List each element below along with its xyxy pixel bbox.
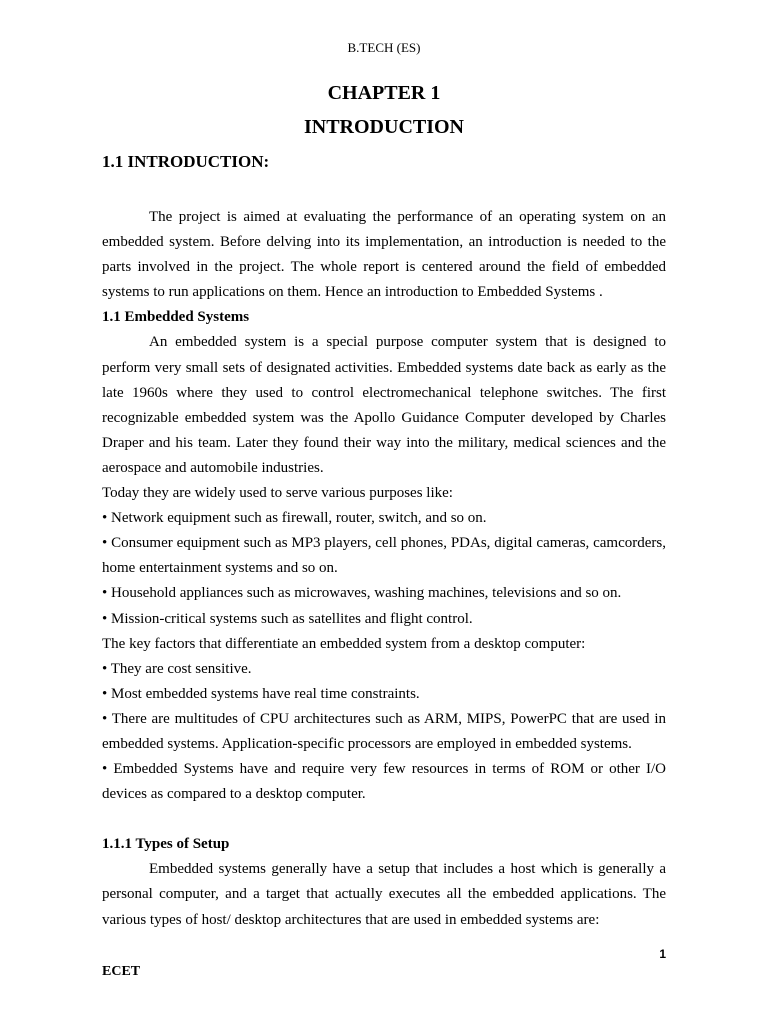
list-item: • Network equipment such as firewall, router, switch, and so on. xyxy=(102,510,487,527)
list-item: • Embedded Systems have and require very few resources in terms of ROM or other I/O devices as compared to a desktop computer. xyxy=(102,761,666,803)
factors-intro: The key factors that differentiate an embedded system from a desktop computer: xyxy=(102,635,586,652)
list-item: • Most embedded systems have real time constraints. xyxy=(102,685,420,702)
chapter-title: INTRODUCTION xyxy=(303,116,465,138)
page-number: 1 xyxy=(659,947,666,961)
intro-paragraph: The project is aimed at evaluating the performance of an operating system on an embedded system. Before delving into its implementation, an introduction is needed to the parts involved in the project. The whole report is centered around the field of embedded systems to run applications on them. Hence an introduction to Embedded Systems . xyxy=(102,209,666,301)
body-text xyxy=(102,205,666,933)
list-item: • They are cost sensitive. xyxy=(102,660,252,677)
running-header: B.TECH (ES) xyxy=(347,40,421,55)
uses-intro: Today they are widely used to serve various purposes like: xyxy=(102,485,453,502)
embedded-systems-paragraph: An embedded system is a special purpose computer system that is designed to perform very small sets of designated activities. Embedded systems date back as early as the late 1960s where they used to control electromechanical telephone switches. The first recognizable embedded system was the Apollo Guidance Computer developed by Charles Draper and his team. Later they found their way into the military, medical sciences and the aerospace and automobile industries. xyxy=(102,334,666,476)
running-footer: ECET xyxy=(102,964,141,979)
list-item: • Consumer equipment such as MP3 players, cell phones, PDAs, digital cameras, camcorders, home entertainment systems and so on. xyxy=(102,535,666,577)
section-heading: 1.1 INTRODUCTION: xyxy=(102,152,270,171)
types-of-setup-paragraph: Embedded systems generally have a setup that includes a host which is generally a personal computer, and a target that actually executes all the embedded applications. The various types of host/ desktop architectures that are used in embedded systems are: xyxy=(102,861,666,928)
list-item: • Mission-critical systems such as satellites and flight control. xyxy=(102,610,473,627)
chapter-number: CHAPTER 1 xyxy=(327,82,441,104)
list-item: • Household appliances such as microwaves, washing machines, televisions and so on. xyxy=(102,585,622,602)
embedded-systems-heading: 1.1 Embedded Systems xyxy=(102,309,250,326)
list-item: • There are multitudes of CPU architectures such as ARM, MIPS, PowerPC that are used in embedded systems. Application-specific processors are employed in embedded systems. xyxy=(102,710,666,752)
types-of-setup-heading: 1.1.1 Types of Setup xyxy=(102,836,230,853)
paragraph-spacer xyxy=(102,807,666,832)
